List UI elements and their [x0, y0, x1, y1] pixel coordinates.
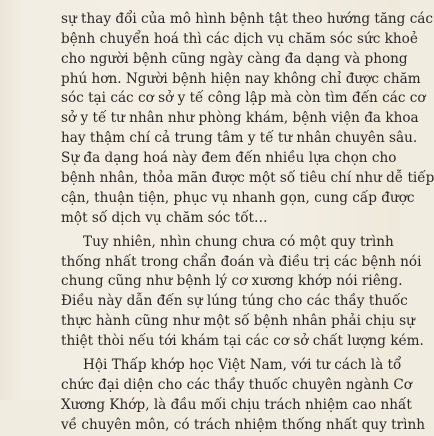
text-line: Điều này dẫn đến sự lúng túng cho các thầy thuốc [61, 293, 408, 310]
cut-off-top-line [61, 0, 391, 10]
text-line: thống nhất trong chẩn đoán và điều trị các bệnh nói [61, 253, 422, 270]
paragraph-1 [61, 10, 434, 229]
text-line: một số dịch vụ chăm sóc tốt… [61, 209, 268, 226]
text-line: sự thay đổi của mô hình bệnh tật theo hướng tăng các [61, 10, 434, 27]
paragraph-2 [61, 233, 424, 352]
text-line: sở y tế tư nhân như phòng khám, bệnh viện đa khoa [61, 110, 419, 127]
text-line: Hội Thấp khớp học Việt Nam, với tư cách là tổ [83, 357, 402, 374]
text-line: Tuy nhiên, nhìn chung chưa có một quy trình [83, 233, 394, 250]
text-line: về chuyên môn, có trách nhiệm thống nhất quy trình [61, 416, 425, 433]
text-line: hay thậm chí cả trung tâm y tế tư nhân chuyên sâu. [61, 130, 418, 147]
text-line: cho người bệnh cũng ngày càng đa dạng và phong [61, 50, 408, 67]
text-line: bệnh chuyển hoá thì các dịch vụ chăm sóc sức khoẻ [61, 30, 418, 47]
body-text [61, 0, 434, 436]
text-line: sóc tại các cơ sở y tế công lập mà còn tìm đến các cơ [61, 90, 426, 107]
paragraph-3 [61, 356, 425, 436]
text-line: thực hành cũng như một số bệnh nhân phải chịu sự [61, 313, 415, 330]
text-line: chung cũng như bệnh lý cơ xương khớp nói riêng. [61, 273, 403, 290]
text-line: chức đại diện cho các thầy thuốc chuyên ngành Cơ [61, 376, 412, 393]
text-line: cận, thuận tiện, phục vụ nhanh gọn, cung cấp được [61, 189, 415, 206]
text-line: Sự đa dạng hoá này đem đến nhiều lựa chọn cho [61, 150, 397, 167]
text-line: Xương Khớp, là đầu mối chịu trách nhiệm cao nhất [61, 396, 412, 413]
text-line: phú hơn. Người bệnh hiện nay không chỉ được chăm [61, 70, 421, 87]
text-line: bệnh nhân, thỏa mãn được một số tiêu chí như dễ tiếp [61, 170, 434, 187]
text-line: thiệt thòi nếu tới khám tại các cơ sở chất lượng kém. [61, 333, 424, 350]
